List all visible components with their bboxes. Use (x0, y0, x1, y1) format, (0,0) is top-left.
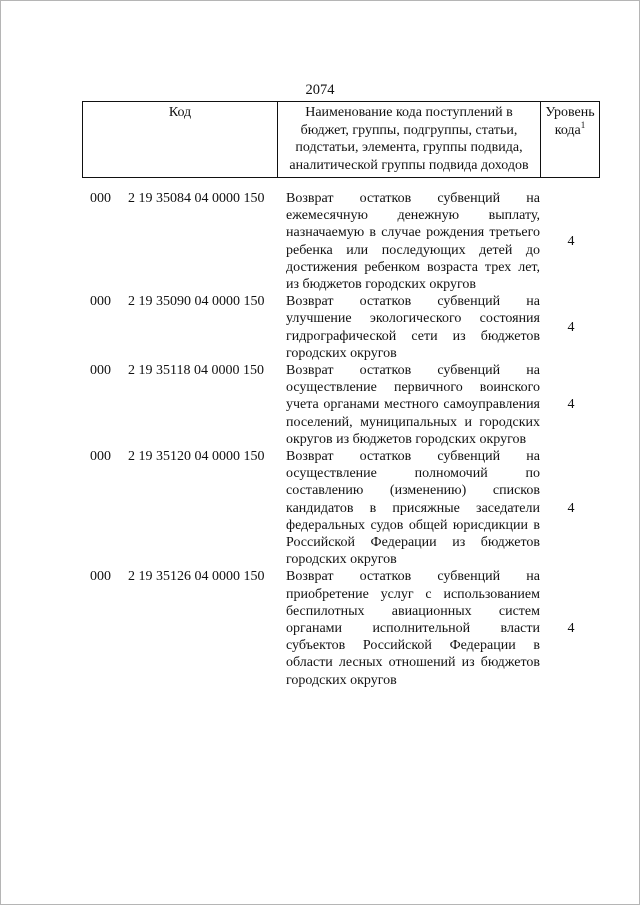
revenue-code: 2 19 35126 04 0000 150 (128, 569, 265, 585)
admin-code: 000 (90, 363, 111, 379)
admin-code: 000 (90, 449, 111, 465)
table-row (82, 190, 600, 293)
header-level-footnote: 1 (580, 119, 586, 130)
code-level: 4 (567, 500, 575, 516)
header-level: Уровень кода (545, 105, 595, 138)
admin-code: 000 (90, 294, 111, 310)
table-row (82, 362, 600, 448)
code-level: 4 (567, 320, 575, 336)
header-name: Наименование кода поступлений в бюджет, группы, подгруппы, статьи, подстатьи, элемента, группы подвида, аналитической группы подвида доходов (278, 102, 541, 178)
table-row (82, 568, 600, 688)
revenue-name: Возврат остатков субвенций на ежемесячную денежную выплату, назначаемую в случае рождения третьего ребенка или последующих детей до достижения ребенком возраста трех лет, из бюджетов городских округов (286, 191, 540, 293)
revenue-code: 2 19 35120 04 0000 150 (128, 449, 265, 465)
table-body (82, 190, 600, 689)
table-row (82, 448, 600, 568)
admin-code: 000 (90, 569, 111, 585)
header-level-cell (541, 102, 600, 178)
page-number: 2074 (305, 82, 335, 98)
header-code: Код (83, 102, 278, 178)
revenue-code: 2 19 35084 04 0000 150 (128, 191, 265, 206)
revenue-name: Возврат остатков субвенций на осуществление первичного воинского учета органами местного самоуправления поселений, муниципальных и городских округов из бюджетов городских округов (286, 363, 540, 447)
revenue-name: Возврат остатков субвенций на приобретение услуг с использованием беспилотных авиационных систем органами исполнительной власти субъектов Российской Федерации в области лесных отношений из бюджетов городских округов (286, 569, 540, 688)
revenue-code: 2 19 35090 04 0000 150 (128, 294, 265, 310)
table-header (82, 101, 600, 178)
table-row (82, 293, 600, 362)
admin-code: 000 (90, 191, 111, 206)
code-level: 4 (567, 397, 575, 413)
revenue-name: Возврат остатков субвенций на осуществление полномочий по составлению (изменению) списков кандидатов в присяжные заседатели федеральных судов общей юрисдикции в Российской Федерации из бюджетов городских округов (286, 449, 540, 568)
code-level: 4 (567, 234, 575, 249)
revenue-code: 2 19 35118 04 0000 150 (128, 363, 264, 379)
code-level: 4 (567, 621, 575, 637)
revenue-name: Возврат остатков субвенций на улучшение экологического состояния гидрографической сети из бюджетов городских округов (286, 294, 540, 361)
